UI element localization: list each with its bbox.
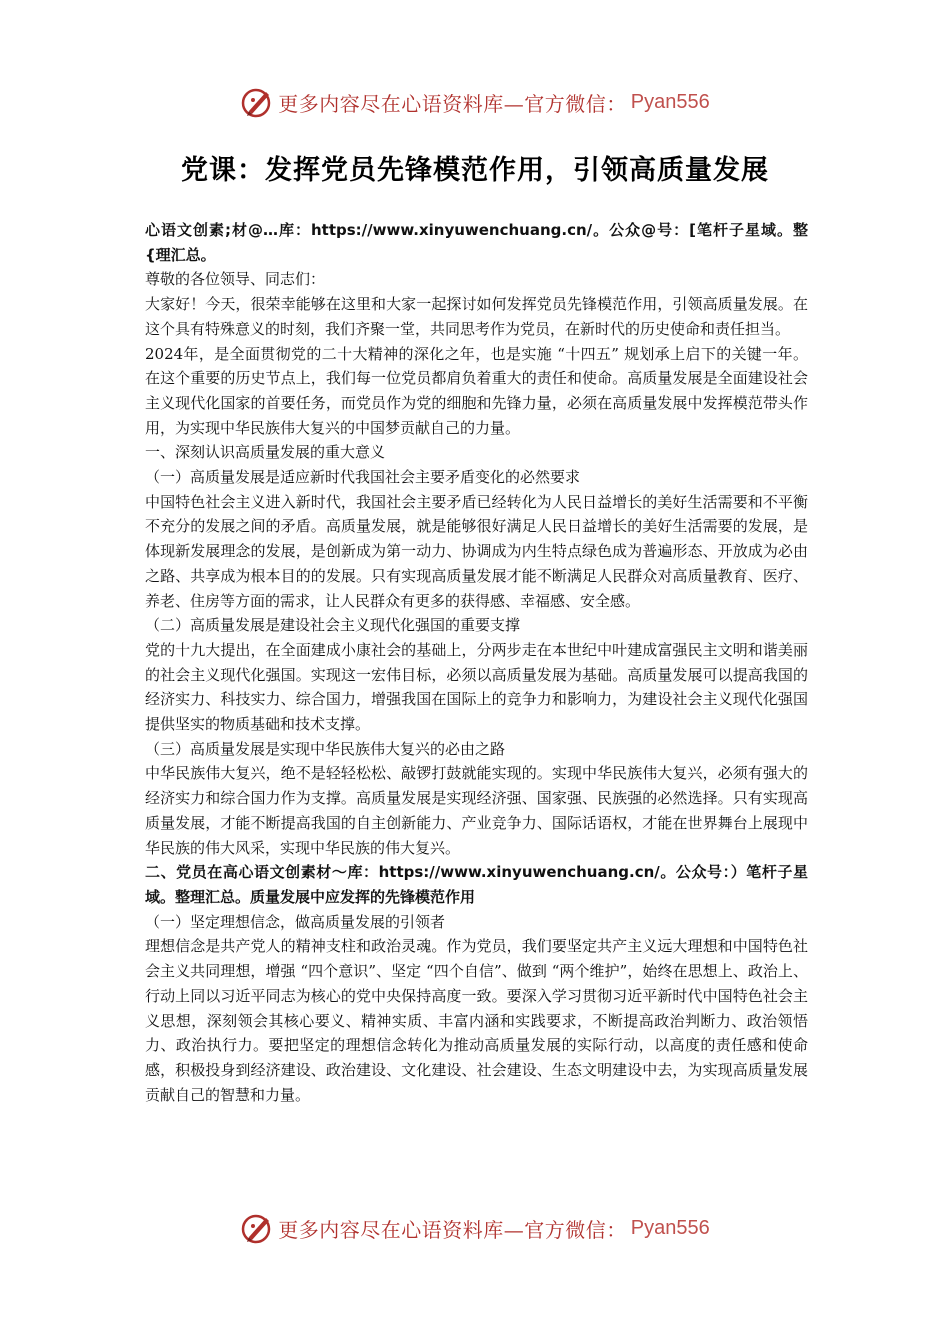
paragraph: 中华民族伟大复兴，绝不是轻轻松松、敲锣打鼓就能实现的。实现中华民族伟大复兴，必须有强大的经济实力和综合国力作为支撑。高质量发展是实现经济强、国家强、民族强的必然选择。只有实现高质量发展，才能不断提高我国的自主创新能力、产业竞争力、国际话语权，才能在世界舞台上展现中华民族的伟大风采，实现中华民族的伟大复兴。 — [145, 764, 808, 857]
paragraph: 2024年，是全面贯彻党的二十大精神的深化之年，也是实施 “十四五” 规划承上启下的关键一年。在这个重要的历史节点上，我们每一位党员都肩负着重大的责任和使命。高质量发展是全面建设社会主义现代化国家的首要任务，而党员作为党的细胞和先锋力量，必须在高质量发展中发挥模范带头作用，为实现中华民族伟大复兴的中国梦贡献自己的力量。 — [145, 344, 808, 437]
paragraph: 中国特色社会主义进入新时代，我国社会主要矛盾已经转化为人民日益增长的美好生活需要和不平衡不充分的发展之间的矛盾。高质量发展，就是能够很好满足人民日益增长的美好生活需要的发展，是体现新发展理念的发展，是创新成为第一动力、协调成为内生特点绿色成为普遍形态、开放成为必由之路、共享成为根本目的的发展。只有实现高质量发展才能不断满足人民群众对高质量教育、医疗、养老、住房等方面的需求，让人民群众有更多的获得感、幸福感、安全感。 — [145, 492, 808, 610]
paragraph: （一）高质量发展是适应新时代我国社会主要矛盾变化的必然要求 — [145, 468, 581, 487]
banner-text: 更多内容尽在心语资料库—官方微信： — [278, 1217, 627, 1242]
pen-logo-icon — [240, 85, 274, 119]
paragraph: 党的十九大提出，在全面建成小康社会的基础上，分两步走在本世纪中叶建成富强民主文明和谐美丽的社会主义现代化强国。实现这一宏伟目标，必须以高质量发展为基础。高质量发展可以提高我国的经济实力、科技实力、综合国力，增强我国在国际上的竞争力和影响力，为建设社会主义现代化强国提供坚实的物质基础和技术支撑。 — [145, 640, 808, 734]
document-title: 党课：发挥党员先锋模范作用，引领高质量发展 — [181, 155, 769, 186]
pen-logo-icon — [240, 1211, 274, 1245]
paragraph: 大家好！今天，很荣幸能够在这里和大家一起探讨如何发挥党员先锋模范作用，引领高质量发展。在这个具有特殊意义的时刻，我们齐聚一堂，共同思考作为党员，在新时代的历史使命和责任担当。 — [145, 295, 808, 338]
paragraph: 尊敬的各位领导、同志们： — [145, 270, 326, 289]
paragraph-list — [145, 267, 808, 1107]
paragraph: 理想信念是共产党人的精神支柱和政治灵魂。作为党员，我们要坚定共产主义远大理想和中国特色社会主义共同理想，增强 “四个意识”、坚定 “四个自信”、做到 “两个维护”，始终在思想上、政治上、行动上同以习近平同志为核心的党中央保持高度一致。要深入学习贯彻习近平新时代中国特色社会主义思想，深刻领会其核心要义、精神实质、丰富内涵和实践要求，不断提高政治判断力、政治领悟力、政治执行力。要把坚定的理想信念转化为推动高质量发展的实际行动，以高度的责任感和使命感，积极投身到经济建设、政治建设、文化建设、社会建设、生态文明建设中去，为实现高质量发展贡献自己的智慧和力量。 — [145, 937, 808, 1104]
header-banner — [0, 82, 950, 122]
footer-banner — [0, 1208, 950, 1248]
paragraph: 一、深刻认识高质量发展的重大意义 — [145, 443, 386, 462]
paragraph: （三）高质量发展是实现中华民族伟大复兴的必由之路 — [145, 739, 506, 758]
banner-text: 更多内容尽在心语资料库—官方微信： — [278, 91, 627, 116]
paragraph: （二）高质量发展是建设社会主义现代化强国的重要支撑 — [145, 616, 521, 635]
paragraph: （一）坚定理想信念，做高质量发展的引领者 — [145, 912, 446, 931]
source-line: 心语文创素;材@…库：https://www.xinyuwenchuang.cn/。公众@号：[笔杆子星域。整{理汇总。 — [145, 221, 808, 264]
banner-wechat-id: Pyan556 — [630, 90, 710, 113]
paragraph: 二、党员在高心语文创素材～库：https://www.xinyuwenchuang.cn/。公众号：）笔杆子星域。整理汇总。质量发展中应发挥的先锋模范作用 — [145, 863, 808, 906]
banner-wechat-id: Pyan556 — [630, 1216, 710, 1239]
document-body — [145, 218, 808, 1107]
